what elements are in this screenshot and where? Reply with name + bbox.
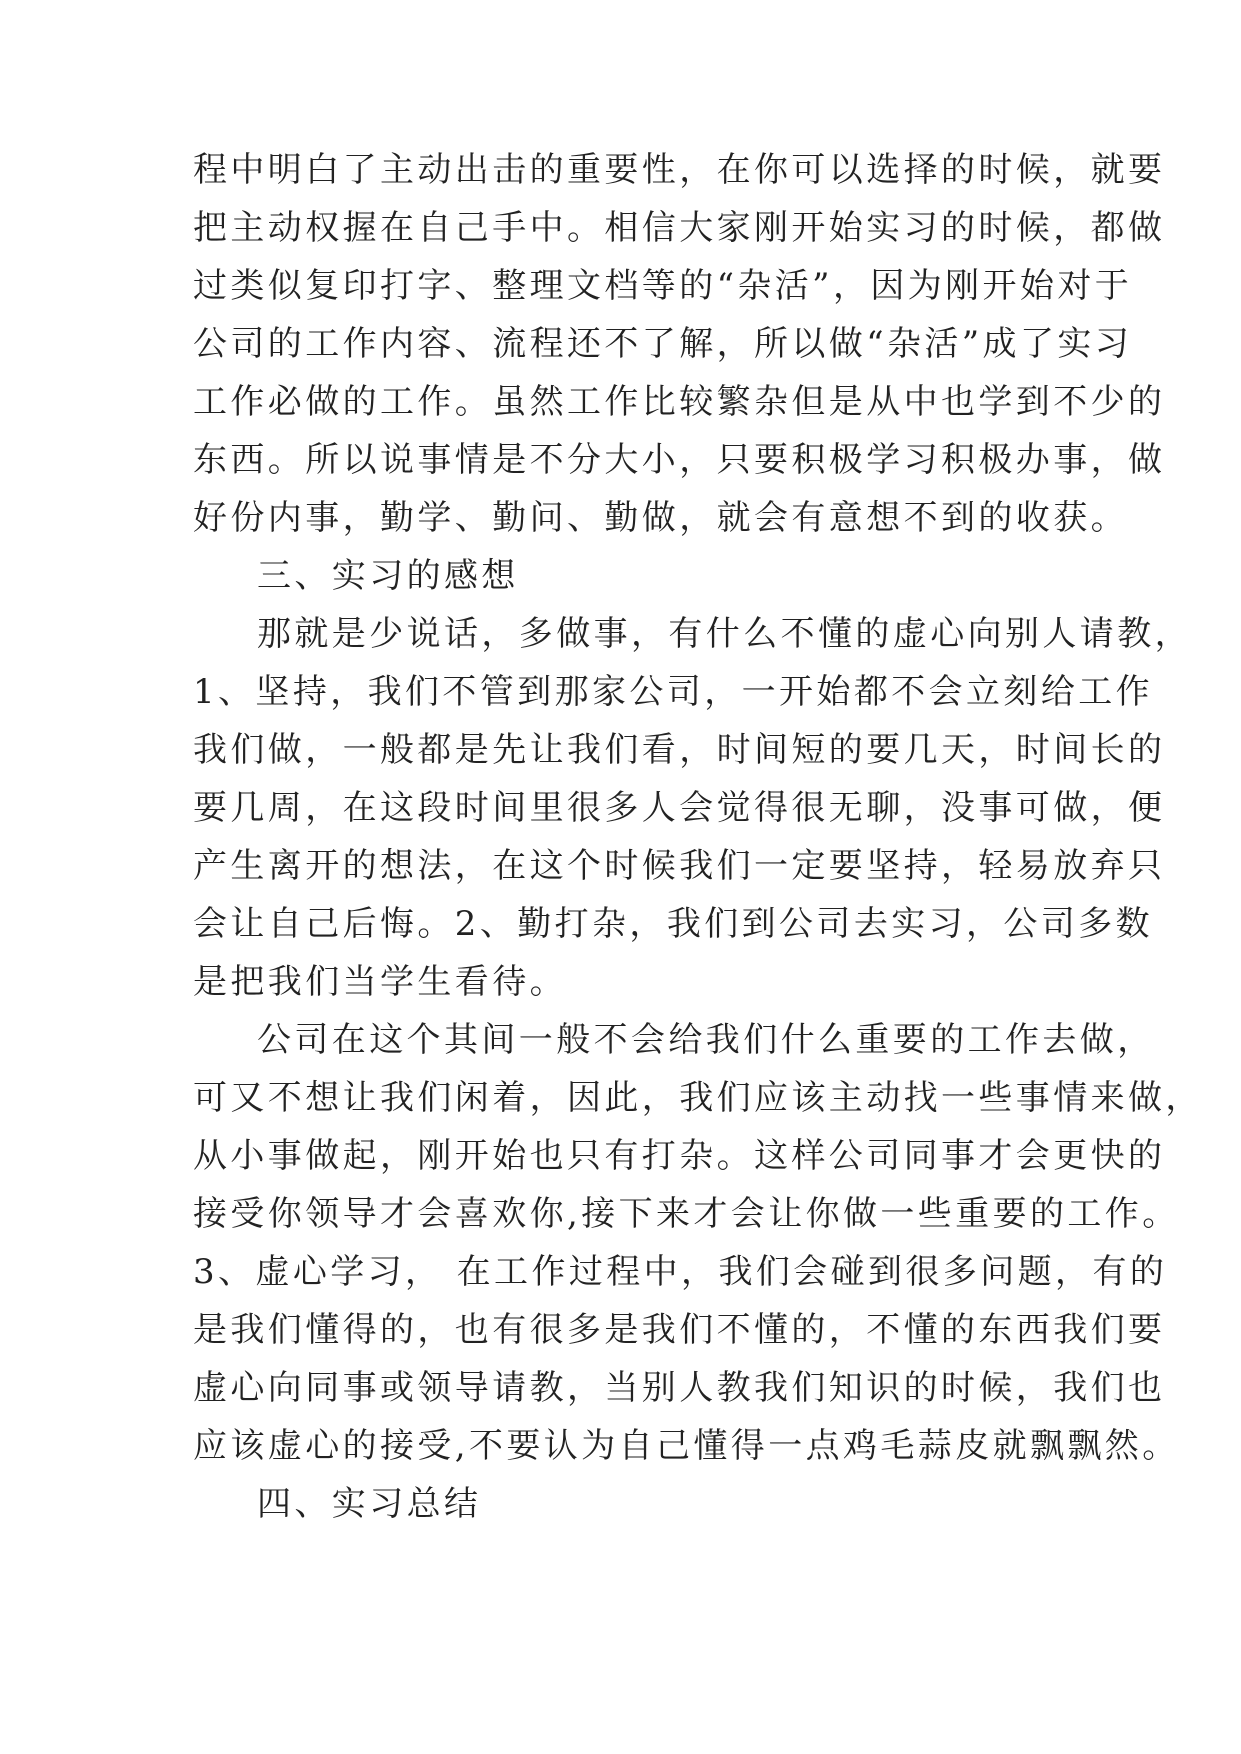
text-line: 接受你领导才会喜欢你,接下来才会让你做一些重要的工作。 — [193, 1194, 1180, 1234]
text-line: 3、虚心学习， 在工作过程中，我们会碰到很多问题，有的 — [193, 1252, 1168, 1292]
text-line: 从小事做起，刚开始也只有打杂。这样公司同事才会更快的 — [193, 1136, 1166, 1176]
text-line: 产生离开的想法，在这个时候我们一定要坚持，轻易放弃只 — [193, 846, 1166, 886]
text-line: 是我们懂得的，也有很多是我们不懂的，不懂的东西我们要 — [193, 1310, 1166, 1350]
text-line: 虚心向同事或领导请教，当别人教我们知识的时候，我们也 — [193, 1368, 1166, 1408]
text-line: 公司的工作内容、流程还不了解，所以做“杂活”成了实习 — [193, 324, 1133, 364]
text-line: 应该虚心的接受,不要认为自己懂得一点鸡毛蒜皮就飘飘然。 — [193, 1426, 1180, 1466]
text-line: 是把我们当学生看待。 — [193, 962, 567, 1002]
text-line: 东西。所以说事情是不分大小，只要积极学习积极办事，做 — [193, 440, 1166, 480]
text-line: 我们做，一般都是先让我们看，时间短的要几天，时间长的 — [193, 730, 1166, 770]
text-line: 程中明白了主动出击的重要性，在你可以选择的时候，就要 — [193, 150, 1166, 190]
text-line: 1、坚持，我们不管到那家公司，一开始都不会立刻给工作 — [193, 672, 1154, 712]
section-heading: 四、实习总结 — [257, 1484, 482, 1524]
text-line: 可又不想让我们闲着，因此，我们应该主动找一些事情来做， — [193, 1078, 1203, 1118]
text-line: 要几周，在这段时间里很多人会觉得很无聊，没事可做，便 — [193, 788, 1166, 828]
text-line: 过类似复印打字、整理文档等的“杂活”，因为刚开始对于 — [193, 266, 1133, 306]
text-line: 好份内事，勤学、勤问、勤做，就会有意想不到的收获。 — [193, 498, 1128, 538]
text-line: 会让自己后悔。2、勤打杂，我们到公司去实习，公司多数 — [193, 904, 1154, 944]
text-line: 把主动权握在自己手中。相信大家刚开始实习的时候，都做 — [193, 208, 1166, 248]
text-line: 那就是少说话，多做事，有什么不懂的虚心向别人请教， — [257, 614, 1192, 654]
text-line: 公司在这个其间一般不会给我们什么重要的工作去做， — [257, 1020, 1155, 1060]
section-heading: 三、实习的感想 — [257, 556, 519, 596]
text-line: 工作必做的工作。虽然工作比较繁杂但是从中也学到不少的 — [193, 382, 1166, 422]
